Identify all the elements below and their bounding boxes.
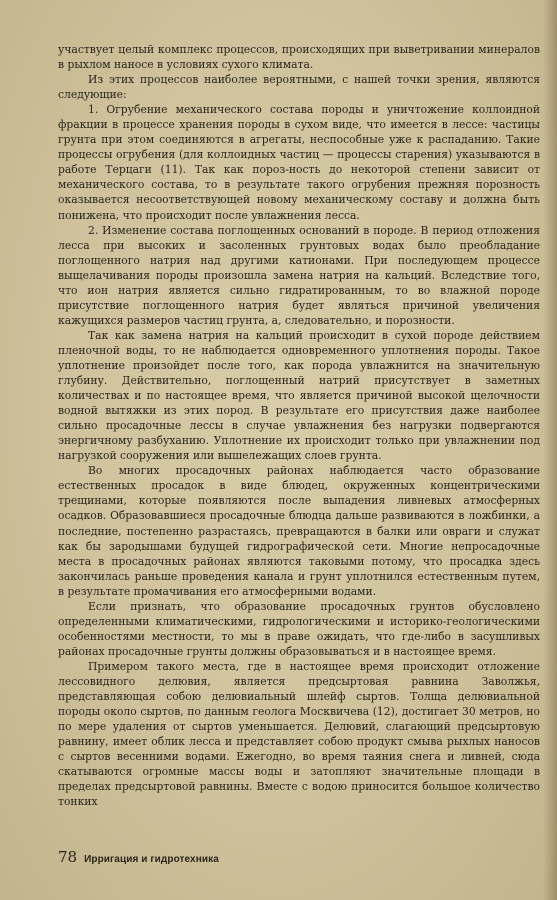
page-number: 78 bbox=[58, 848, 78, 866]
paragraph-intro: Из этих процессов наиболее вероятными, с нашей точки зрения, являются следующие: bbox=[58, 73, 540, 102]
paragraph-natural-subsidence: Во многих просадочных районах наблюдается часто образование естественных просадок в виде блюдец, окруженных концентрическими трещинами, которые появляются после выпадения ливневых атмосферных осадков. Образовавшиеся просадочные блюдца дальше развиваются в ложбинки, а последние, постепенно разрастаясь, превращаются в балки или овраги и служат как бы зародышами будущей гидрографической сети. Многие непросадочные места в просадочных районах являются таковыми потому, что просадка здесь закончилась раньше проведения канала и грунт уплотнился естественным путем, в результате промачивания его атмосферными водами. bbox=[58, 464, 540, 598]
page-footer bbox=[58, 848, 219, 868]
paragraph-example: Примером такого места, где в настоящее время происходит отложение лессовидного делювия, является предсыртовая равнина Заволжья, представляющая собою делювиальный шлейф сыртов. Толща делювиальной породы около сыртов, по данным геолога Москвичева (12), достигает 30 метров, но по мере удаления от сыртов уменьшается. Делювий, слагающий предсыртовую равнину, имеет облик лесса и представляет собою продукт смыва рыхлых наносов с сыртов весенними водами. Ежегодно, во время таяния снега и ливней, сюда скатываются огромные массы воды и затопляют значительные площади в пределах предсыртовой равнины. Вместе с водою приносится большое количество тонких bbox=[58, 659, 540, 809]
paragraph-point-2: 2. Изменение состава поглощенных оснований в породе. В период отложения лесса при высоких и засоленных грунтовых водах было преобладание поглощенного натрия над другими катионами. При последующем процессе выщелачивания породы произошла замена натрия на кальций. Вследствие того, что ион натрия является сильно гидратированным, то во влажной породе присутствие поглощенного натрия будет являться причиной увеличения кажущихся размеров частиц грунта, а, следовательно, и порозности. bbox=[58, 223, 540, 327]
body-text bbox=[58, 42, 540, 809]
page-edge-shadow bbox=[543, 0, 557, 900]
paragraph-sodium-calcium: Так как замена натрия на кальций происходит в сухой породе действием пленочной воды, то не наблюдается одновременного уплотнения породы. Такое уплотнение произойдет после того, как порода увлажнится на значительную глубину. Действительно, поглощенный натрий присутствует в заметных количествах и по настоящее время, что является причиной высокой щелочности водной вытяжки из этих пород. В результате его присутствия даже наиболее сильно просадочные лессы в случае увлажнения без нагрузки подвергаются энергичному разбуханию. Уплотнение их происходит только при увлажнении под нагрузкой сооружения или вышележащих слоев грунта. bbox=[58, 328, 540, 463]
paragraph-continuation: участвует целый комплекс процессов, происходящих при выветривании минералов в рыхлом наносе в условиях сухого климата. bbox=[58, 43, 540, 72]
running-title: Ирригация и гидротехника bbox=[84, 854, 219, 865]
paragraph-conditions: Если признать, что образование просадочных грунтов обусловлено определенными климатическими, гидрологическими и историко-геологическими особенностями местности, то мы в праве ожидать, что где-либо в засушливых районах просадочные грунты должны образовываться и в настоящее время. bbox=[58, 599, 540, 658]
paragraph-point-1: 1. Огрубение механического состава породы и уничтожение коллоидной фракции в процессе хранения породы в сухом виде, что имеется в лессе: частицы грунта при этом соединяются в агрегаты, неспособные уже к распаданию. Такие процессы огрубения (для коллоидных частиц — процессы старения) указываются в работе Терцаги (11). Так как пороз-ность до некоторой степени зависит от механического состава, то в результате такого огрубения прежняя порозность оказывается несоответствующей новому механическому составу и должна быть понижена, что происходит после увлажнения лесса. bbox=[58, 103, 540, 222]
